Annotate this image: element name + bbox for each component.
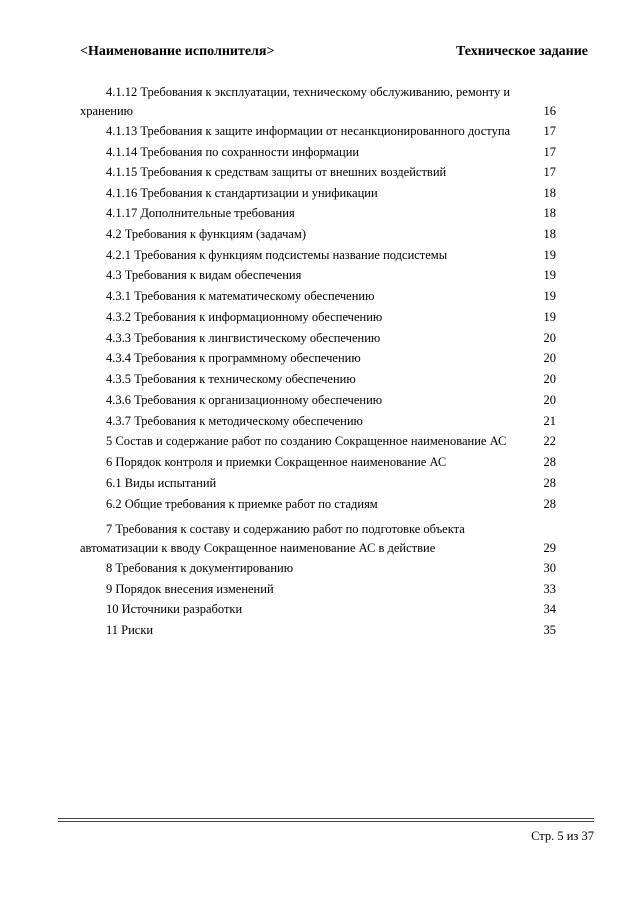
toc-entry[interactable] [0, 227, 638, 246]
toc-entry[interactable] [0, 165, 638, 184]
toc-entry[interactable] [0, 85, 638, 123]
toc-entry-page: 28 [543, 476, 556, 490]
toc-entry[interactable] [0, 289, 638, 308]
toc-entry-title: 6.2 Общие требования к приемке работ по стадиям [106, 497, 378, 511]
toc-entry[interactable] [0, 434, 638, 453]
toc-entry-title: 4.1.14 Требования по сохранности информации [106, 145, 360, 159]
toc-entry-page: 19 [543, 289, 556, 303]
toc-entry-title: 4.3.6 Требования к организационному обеспечению [106, 393, 383, 407]
page-number: Стр. 5 из 37 [531, 829, 594, 843]
contractor-name: <Наименование исполнителя> [80, 44, 275, 59]
toc-entry-title: 4.1.17 Дополнительные требования [106, 206, 295, 220]
toc-entry-title: 4.3.4 Требования к программному обеспечению [106, 351, 361, 365]
footer-rule-bottom [58, 821, 594, 822]
toc-entry[interactable] [0, 476, 638, 495]
toc-entry-title: автоматизации к вводу Сокращенное наименование АС в действие [80, 541, 436, 555]
toc-entry-title: 4.3.2 Требования к информационному обеспечению [106, 310, 383, 324]
toc-entry[interactable] [0, 186, 638, 205]
footer-rule-top [58, 818, 594, 819]
toc-entry-page: 34 [543, 602, 556, 616]
toc-entry[interactable] [0, 372, 638, 391]
toc-entry[interactable] [0, 455, 638, 474]
toc-entry[interactable] [0, 145, 638, 164]
toc-entry[interactable] [0, 623, 638, 642]
toc-entry-title: 4.3.1 Требования к математическому обеспечению [106, 289, 375, 303]
toc-entry-title: хранению [80, 104, 134, 118]
toc-entry-title: 6.1 Виды испытаний [106, 476, 217, 490]
toc-entry[interactable] [0, 497, 638, 516]
toc-entry-page: 20 [543, 393, 556, 407]
toc-entry-title: 4.1.15 Требования к средствам защиты от внешних воздействий [106, 165, 447, 179]
toc-entry-page: 22 [543, 434, 556, 448]
toc-entry-title: 4.3.5 Требования к техническому обеспечению [106, 372, 356, 386]
toc-entry-page: 21 [543, 414, 556, 428]
toc-entry-page: 17 [543, 145, 556, 159]
toc-entry-page: 35 [543, 623, 556, 637]
toc-entry-page: 20 [543, 372, 556, 386]
toc-entry-page: 28 [543, 455, 556, 469]
toc-entry[interactable] [0, 414, 638, 433]
toc-entry-page: 29 [543, 541, 556, 555]
toc-entry-page: 19 [543, 248, 556, 262]
toc-entry-page: 20 [543, 331, 556, 345]
toc-entry[interactable] [0, 561, 638, 580]
toc-entry-title: 7 Требования к составу и содержанию работ по подготовке объекта [106, 522, 465, 536]
toc-entry[interactable] [0, 268, 638, 287]
toc-entry[interactable] [0, 602, 638, 621]
toc-entry[interactable] [0, 206, 638, 225]
toc-entry-page: 28 [543, 497, 556, 511]
toc-entry-page: 18 [543, 227, 556, 241]
toc-entry[interactable] [0, 582, 638, 601]
toc-entry-page: 17 [543, 124, 556, 138]
toc-entry-title: 4.2.1 Требования к функциям подсистемы название подсистемы [106, 248, 448, 262]
toc-entry-title: 9 Порядок внесения изменений [106, 582, 274, 596]
toc-entry-title: 11 Риски [106, 623, 154, 637]
toc-entry-title: 8 Требования к документированию [106, 561, 294, 575]
toc-entry-page: 30 [543, 561, 556, 575]
toc-entry-page: 18 [543, 206, 556, 220]
toc-entry-page: 17 [543, 165, 556, 179]
toc-entry-page: 33 [543, 582, 556, 596]
toc-entry-title: 4.2 Требования к функциям (задачам) [106, 227, 306, 241]
toc-entry-page: 19 [543, 310, 556, 324]
toc-entry-title: 4.1.16 Требования к стандартизации и унификации [106, 186, 378, 200]
toc-entry-page: 20 [543, 351, 556, 365]
toc-entry-page: 18 [543, 186, 556, 200]
toc-entry[interactable] [0, 522, 638, 560]
toc-entry-page: 19 [543, 268, 556, 282]
toc-entry-title: 4.1.13 Требования к защите информации от несанкционированного доступа [106, 124, 511, 138]
toc-entry-title: 4.3.7 Требования к методическому обеспечению [106, 414, 363, 428]
toc-entry[interactable] [0, 331, 638, 350]
toc-entry-page: 16 [543, 104, 556, 118]
toc-entry-title: 6 Порядок контроля и приемки Сокращенное наименование АС [106, 455, 447, 469]
toc-entry[interactable] [0, 393, 638, 412]
toc-entry[interactable] [0, 351, 638, 370]
toc-entry-title: 4.1.12 Требования к эксплуатации, техническому обслуживанию, ремонту и [106, 85, 511, 99]
toc-entry-title: 4.3.3 Требования к лингвистическому обеспечению [106, 331, 381, 345]
toc-entry-title: 10 Источники разработки [106, 602, 243, 616]
document-type: Техническое задание [455, 44, 588, 59]
toc-entry-title: 4.3 Требования к видам обеспечения [106, 268, 302, 282]
toc-entry[interactable] [0, 124, 638, 143]
toc-entry-title: 5 Состав и содержание работ по созданию Сокращенное наименование АС [106, 434, 507, 448]
toc-entry[interactable] [0, 248, 638, 267]
toc-entry[interactable] [0, 310, 638, 329]
